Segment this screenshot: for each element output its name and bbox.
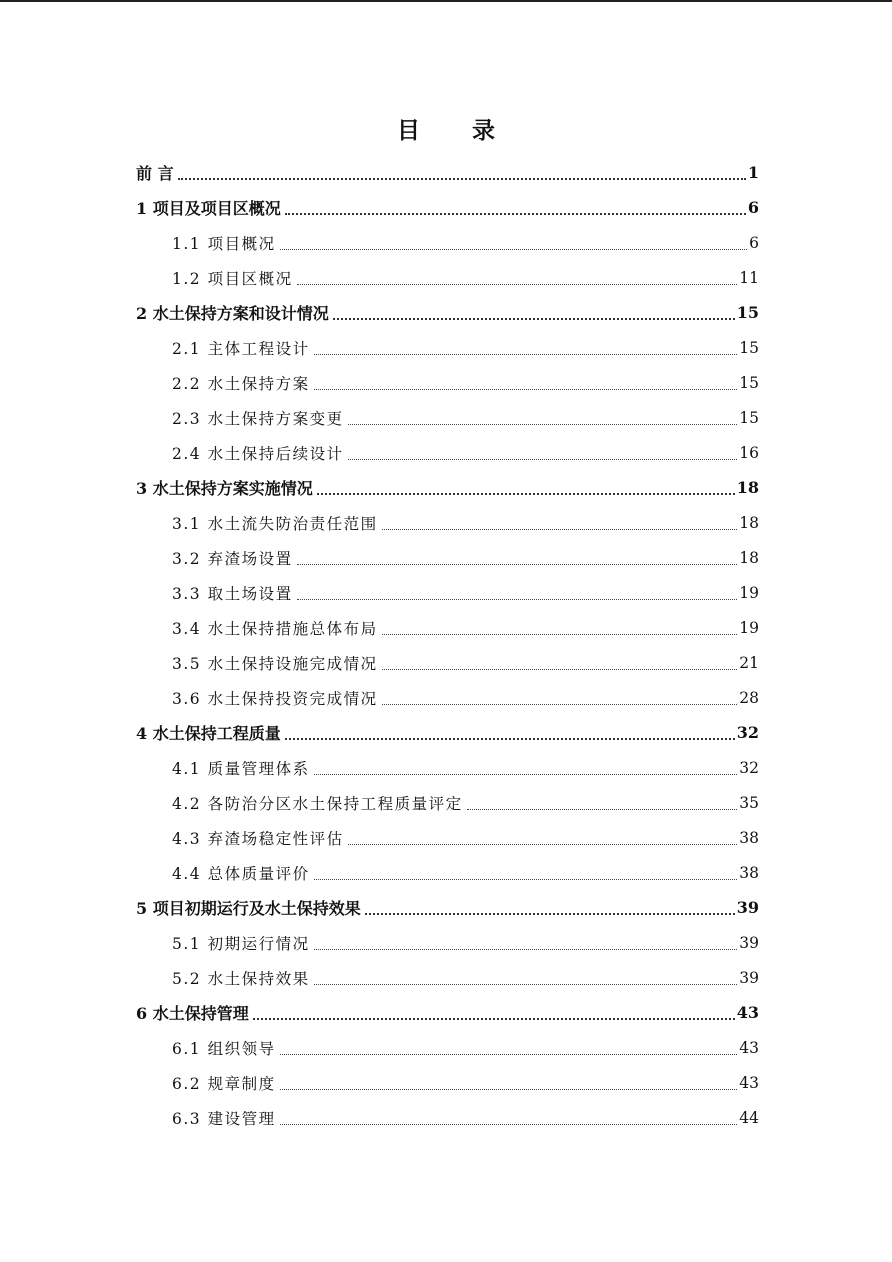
toc-entry-label: 4.1 质量管理体系 bbox=[172, 759, 310, 778]
toc-entry-label: 4.2 各防治分区水土保持工程质量评定 bbox=[172, 794, 463, 813]
toc-entry-chapter[interactable] bbox=[0, 190, 759, 225]
toc-entry-section[interactable] bbox=[0, 225, 759, 260]
toc-dot-leader bbox=[285, 212, 746, 215]
toc-entry-label: 4 水土保持工程质量 bbox=[136, 724, 281, 743]
toc-entry-section[interactable] bbox=[0, 1030, 759, 1065]
toc-entry-section[interactable] bbox=[0, 435, 759, 470]
toc-entry-label: 3.3 取土场设置 bbox=[172, 584, 293, 603]
toc-dot-leader bbox=[348, 423, 738, 425]
toc-dot-leader bbox=[314, 388, 738, 390]
toc-entry-section[interactable] bbox=[0, 575, 759, 610]
toc-page-number: 39 bbox=[739, 933, 759, 952]
toc-entry-section[interactable] bbox=[0, 505, 759, 540]
toc-entry-label: 6.3 建设管理 bbox=[172, 1109, 276, 1128]
toc-page-number: 44 bbox=[739, 1108, 759, 1127]
toc-dot-leader bbox=[317, 492, 735, 495]
toc-page-number: 18 bbox=[739, 513, 759, 532]
toc-dot-leader bbox=[280, 1123, 738, 1125]
toc-entry-label: 2.4 水土保持后续设计 bbox=[172, 444, 344, 463]
toc-dot-leader bbox=[285, 737, 735, 740]
toc-entry-label: 3.4 水土保持措施总体布局 bbox=[172, 619, 378, 638]
toc-entry-chapter[interactable] bbox=[0, 715, 759, 750]
toc-entry-section[interactable] bbox=[0, 750, 759, 785]
toc-page-number: 18 bbox=[739, 548, 759, 567]
toc-entry-label: 1 项目及项目区概况 bbox=[136, 199, 281, 218]
toc-dot-leader bbox=[365, 912, 735, 915]
toc-page-number: 1 bbox=[747, 163, 759, 182]
toc-page-number: 18 bbox=[736, 478, 759, 497]
toc-page-number: 32 bbox=[736, 723, 759, 742]
toc-entry-section[interactable] bbox=[0, 540, 759, 575]
toc-dot-leader bbox=[253, 1017, 735, 1020]
toc-entry-label: 6.2 规章制度 bbox=[172, 1074, 276, 1093]
toc-entry-label: 3.2 弃渣场设置 bbox=[172, 549, 293, 568]
toc-entry-label: 3.1 水土流失防治责任范围 bbox=[172, 514, 378, 533]
toc-dot-leader bbox=[280, 1053, 738, 1055]
toc-page-number: 38 bbox=[739, 863, 759, 882]
toc-page-number: 15 bbox=[739, 408, 759, 427]
toc-entry-label: 前 言 bbox=[136, 164, 174, 183]
toc-entry-chapter[interactable] bbox=[0, 995, 759, 1030]
toc-entry-label: 4.3 弃渣场稳定性评估 bbox=[172, 829, 344, 848]
toc-entry-label: 3 水土保持方案实施情况 bbox=[136, 479, 313, 498]
toc-dot-leader bbox=[382, 633, 738, 635]
toc-page-number: 16 bbox=[739, 443, 759, 462]
toc-page-number: 15 bbox=[739, 373, 759, 392]
toc-dot-leader bbox=[333, 317, 735, 320]
toc-page-number: 19 bbox=[739, 583, 759, 602]
toc-dot-leader bbox=[314, 353, 738, 355]
toc-entry-label: 1.1 项目概况 bbox=[172, 234, 276, 253]
toc-dot-leader bbox=[178, 177, 746, 180]
toc-entry-label: 5.2 水土保持效果 bbox=[172, 969, 310, 988]
toc-entry-label: 4.4 总体质量评价 bbox=[172, 864, 310, 883]
toc-page-number: 11 bbox=[739, 268, 759, 287]
toc-dot-leader bbox=[348, 843, 738, 845]
toc-entry-label: 1.2 项目区概况 bbox=[172, 269, 293, 288]
toc-dot-leader bbox=[297, 598, 738, 600]
toc-page-number: 15 bbox=[739, 338, 759, 357]
toc-entry-label: 2.1 主体工程设计 bbox=[172, 339, 310, 358]
toc-entry-chapter[interactable] bbox=[0, 470, 759, 505]
toc-entry-label: 5.1 初期运行情况 bbox=[172, 934, 310, 953]
toc-dot-leader bbox=[297, 283, 738, 285]
toc-entry-label: 6.1 组织领导 bbox=[172, 1039, 276, 1058]
toc-entry-label: 3.5 水土保持设施完成情况 bbox=[172, 654, 378, 673]
toc-dot-leader bbox=[382, 528, 738, 530]
toc-entry-section[interactable] bbox=[0, 365, 759, 400]
toc-entry-section[interactable] bbox=[0, 610, 759, 645]
toc-page-number: 15 bbox=[736, 303, 759, 322]
toc-page-number: 19 bbox=[739, 618, 759, 637]
toc-dot-leader bbox=[280, 1088, 738, 1090]
toc-entry-label: 2.3 水土保持方案变更 bbox=[172, 409, 344, 428]
toc-dot-leader bbox=[314, 878, 738, 880]
toc-dot-leader bbox=[314, 983, 738, 985]
toc-dot-leader bbox=[382, 703, 738, 705]
toc-entry-section[interactable] bbox=[0, 680, 759, 715]
toc-dot-leader bbox=[280, 248, 748, 250]
toc-entry-label: 2.2 水土保持方案 bbox=[172, 374, 310, 393]
toc-title: 目 录 bbox=[396, 117, 517, 144]
toc-entry-section[interactable] bbox=[0, 400, 759, 435]
toc-entry-section[interactable] bbox=[0, 925, 759, 960]
toc-entry-section[interactable] bbox=[0, 785, 759, 820]
toc-page-number: 38 bbox=[739, 828, 759, 847]
toc-page-number: 39 bbox=[739, 968, 759, 987]
toc-entry-label: 6 水土保持管理 bbox=[136, 1004, 249, 1023]
toc-page-number: 43 bbox=[736, 1003, 759, 1022]
toc-entry-section[interactable] bbox=[0, 855, 759, 890]
toc-page-number: 6 bbox=[747, 198, 759, 217]
toc-entry-label: 5 项目初期运行及水土保持效果 bbox=[136, 899, 361, 918]
toc-entry-section[interactable] bbox=[0, 960, 759, 995]
toc-dot-leader bbox=[382, 668, 738, 670]
toc-page-number: 32 bbox=[739, 758, 759, 777]
toc-entry-chapter[interactable] bbox=[0, 890, 759, 925]
toc-entry-section[interactable] bbox=[0, 260, 759, 295]
toc-entry-chapter[interactable] bbox=[0, 155, 759, 190]
toc-dot-leader bbox=[314, 773, 738, 775]
toc-entry-label: 2 水土保持方案和设计情况 bbox=[136, 304, 329, 323]
toc-entry-section[interactable] bbox=[0, 645, 759, 680]
toc-page-number: 43 bbox=[739, 1038, 759, 1057]
toc-entry-section[interactable] bbox=[0, 330, 759, 365]
toc-page-number: 6 bbox=[749, 233, 759, 252]
toc-entry-label: 3.6 水土保持投资完成情况 bbox=[172, 689, 378, 708]
toc-page-number: 21 bbox=[739, 653, 759, 672]
table-of-contents bbox=[0, 155, 892, 1135]
toc-dot-leader bbox=[314, 948, 738, 950]
toc-entry-section[interactable] bbox=[0, 820, 759, 855]
toc-entry-chapter[interactable] bbox=[0, 295, 759, 330]
page-top-border bbox=[0, 0, 892, 2]
toc-entry-section[interactable] bbox=[0, 1100, 759, 1135]
toc-dot-leader bbox=[297, 563, 738, 565]
toc-entry-section[interactable] bbox=[0, 1065, 759, 1100]
toc-page-number: 28 bbox=[739, 688, 759, 707]
toc-page-number: 35 bbox=[739, 793, 759, 812]
toc-dot-leader bbox=[467, 808, 738, 810]
toc-page-number: 43 bbox=[739, 1073, 759, 1092]
toc-page-number: 39 bbox=[736, 898, 759, 917]
toc-dot-leader bbox=[348, 458, 738, 460]
